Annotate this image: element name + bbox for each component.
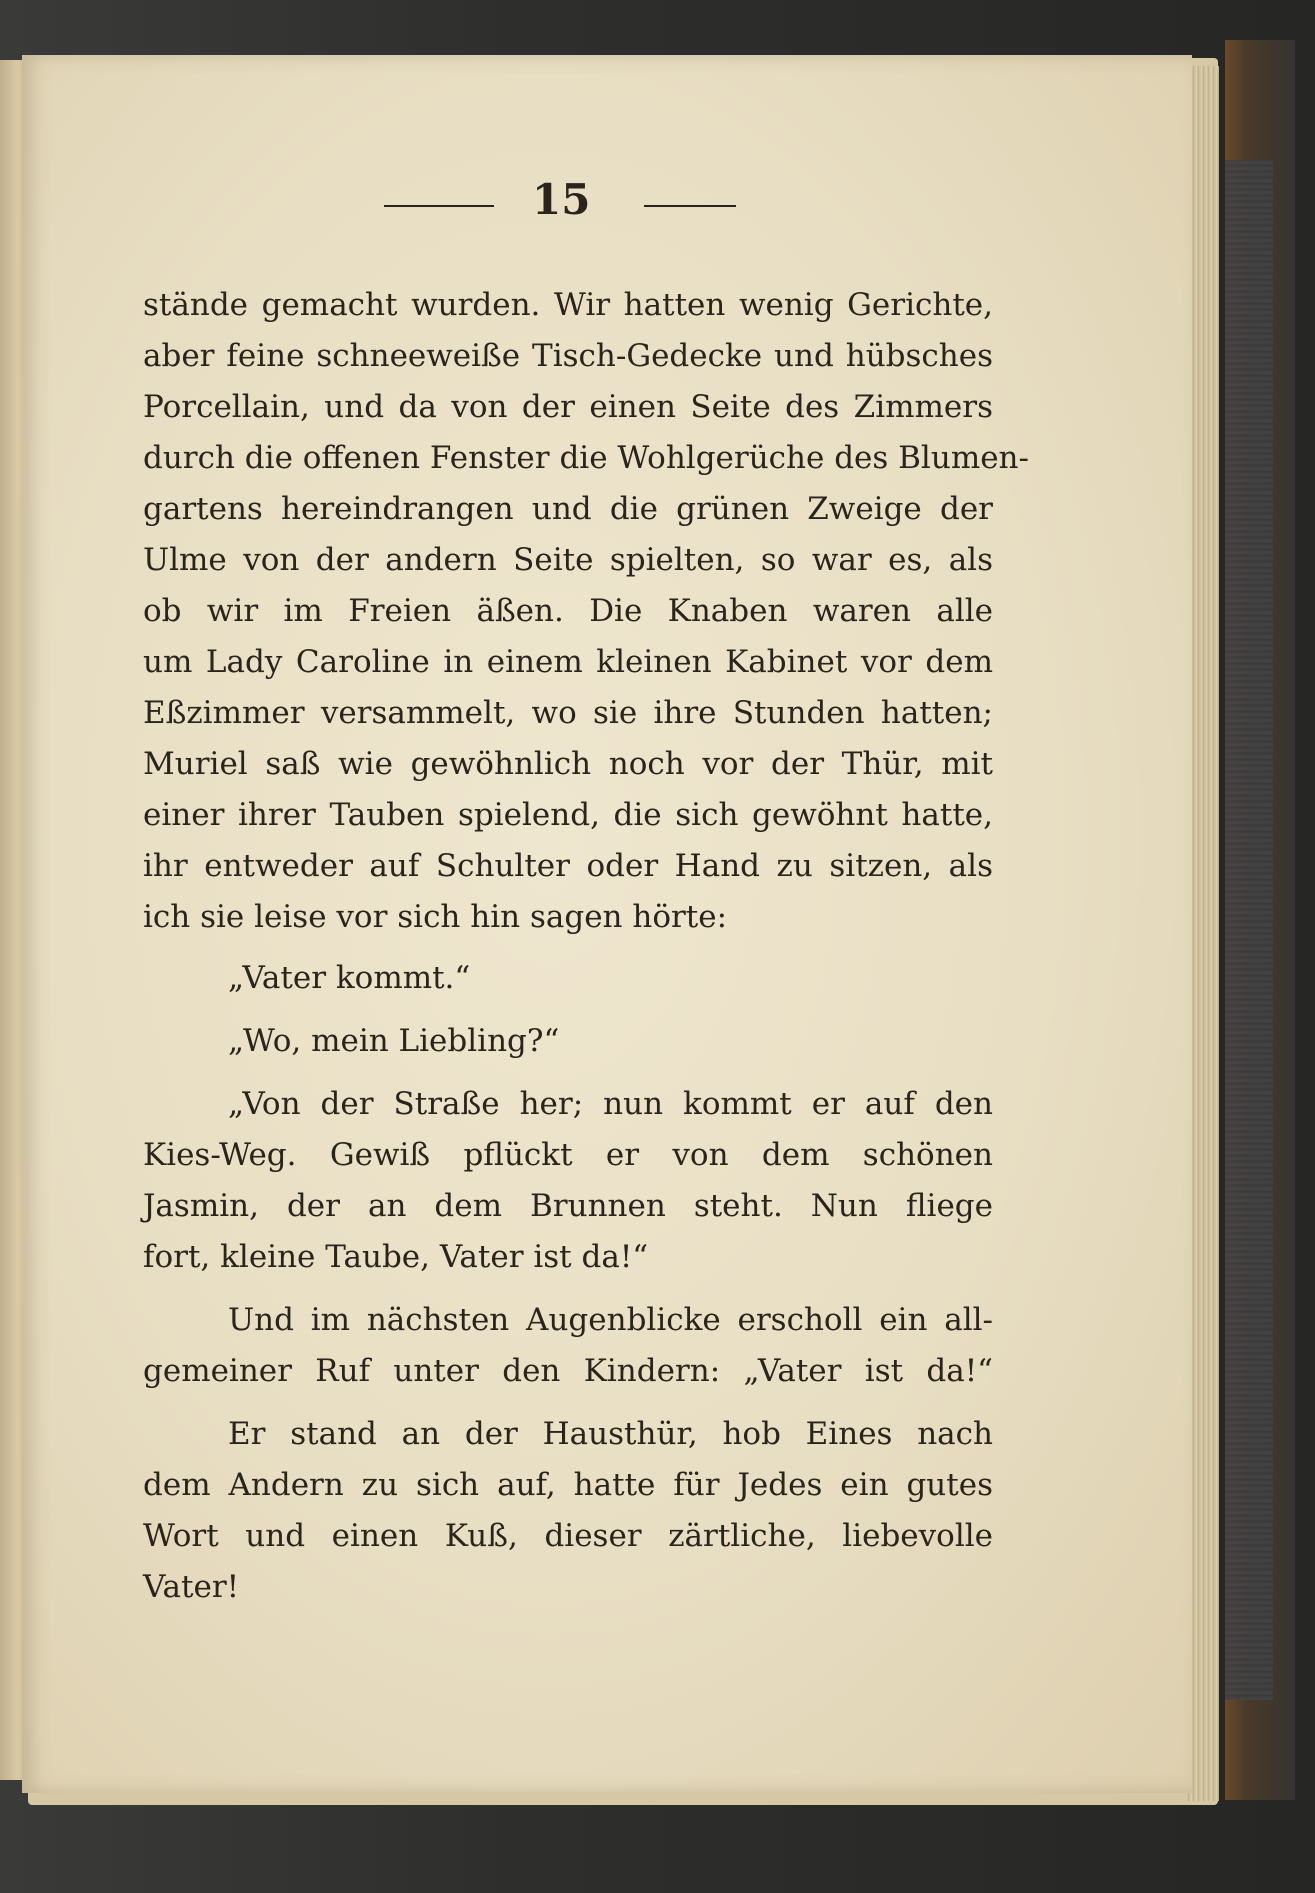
text-line: Wort und einen Kuß, dieser zärtliche, liebevolle [143,1518,993,1554]
text-line: einer ihrer Tauben spielend, die sich gewöhnt hatte, [143,797,993,833]
dialogue-line: „Vater kommt.“ [228,960,471,996]
body-text [143,280,1029,1613]
text-line: stände gemacht wurden. Wir hatten wenig Gerichte, [143,287,993,323]
text-line: Jasmin, der an dem Brunnen steht. Nun fliege [143,1188,993,1224]
text-line: Eßzimmer versammelt, wo sie ihre Stunden hatten; [143,695,993,731]
text-line: Vater! [143,1569,240,1605]
text-line: ob wir im Freien äßen. Die Knaben waren alle [143,593,993,629]
header-rule-left [384,205,494,207]
paragraph-start-line: Und im nächsten Augenblicke erscholl ein all- [228,1302,993,1338]
text-line: dem Andern zu sich auf, hatte für Jedes ein gutes [143,1467,993,1503]
text-line: ihr entweder auf Schulter oder Hand zu sitzen, als [143,848,993,884]
text-line: um Lady Caroline in einem kleinen Kabinet vor dem [143,644,993,680]
text-line: aber feine schneeweiße Tisch-Gedecke und hübsches [143,338,993,374]
page-number: 15 [532,175,591,224]
text-line: Muriel saß wie gewöhnlich noch vor der Thür, mit [143,746,993,782]
book-cover-cloth [1225,160,1273,1700]
text-line: Kies-Weg. Gewiß pflückt er von dem schönen [143,1137,993,1173]
text-line: Porcellain, und da von der einen Seite des Zimmers [143,389,993,425]
text-line: gemeiner Ruf unter den Kindern: „Vater ist da!“ [143,1353,993,1389]
dialogue-line: „Von der Straße her; nun kommt er auf den [228,1086,993,1122]
header-rule-right [644,205,736,207]
text-line: durch die offenen Fenster die Wohlgerüche des Blumen- [143,440,1029,476]
page-header [22,175,1192,235]
text-line: Ulme von der andern Seite spielten, so war es, als [143,542,993,578]
dialogue-line: „Wo, mein Liebling?“ [228,1023,560,1059]
text-line: ich sie leise vor sich hin sagen hörte: [143,899,728,935]
text-line: gartens hereindrangen und die grünen Zweige der [143,491,993,527]
text-line: fort, kleine Taube, Vater ist da!“ [143,1239,649,1275]
paragraph-start-line: Er stand an der Hausthür, hob Eines nach [228,1416,993,1452]
